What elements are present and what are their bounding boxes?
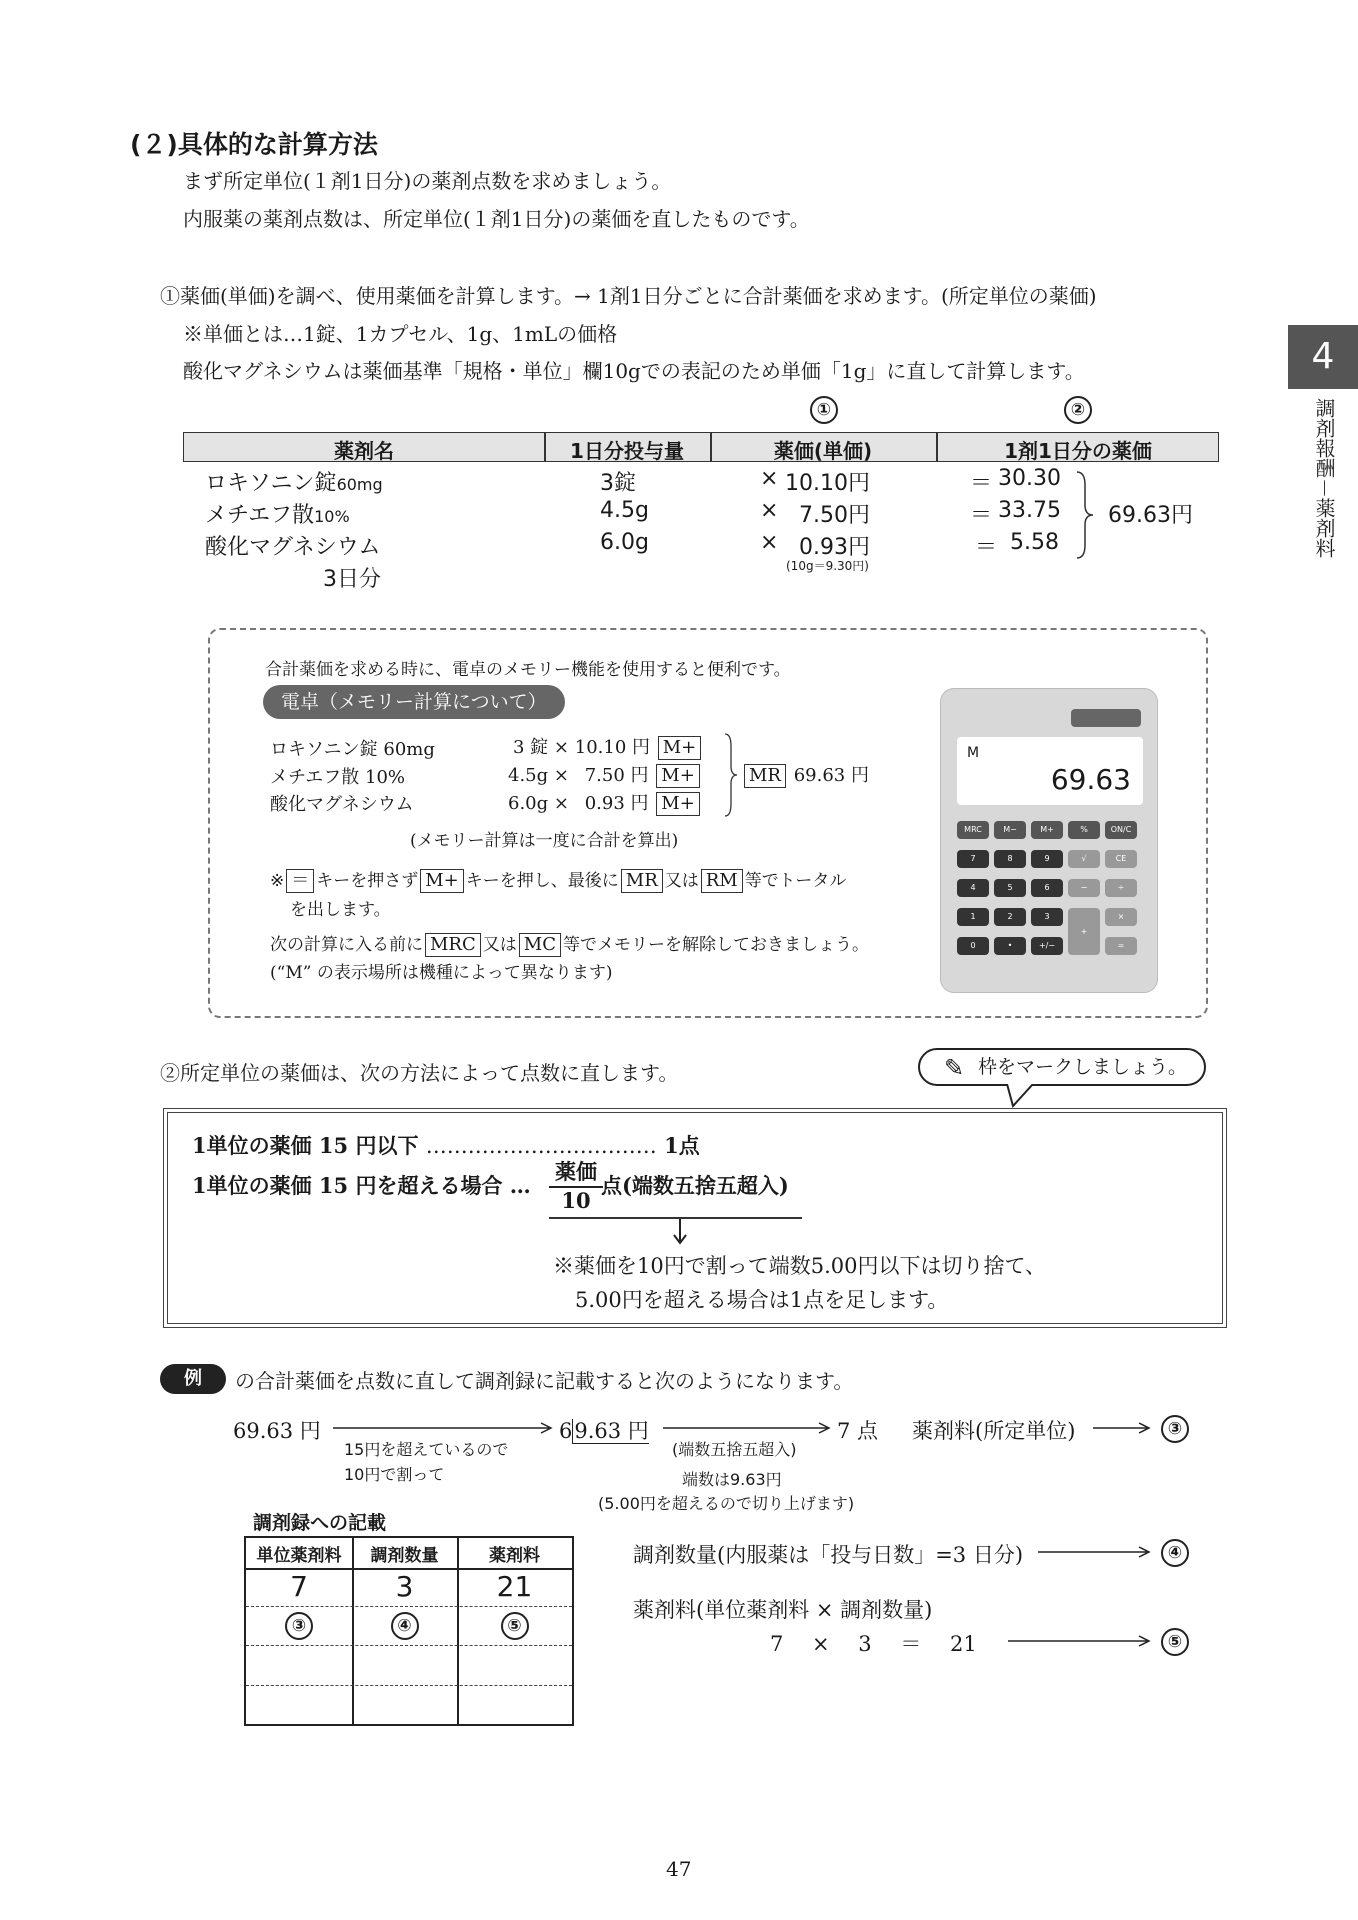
- rule1: [192, 1130, 700, 1160]
- calc-key: ×: [1105, 908, 1137, 926]
- pencil-icon: ✎: [944, 1054, 965, 1082]
- drug-name: ロキソニン錠: [205, 471, 337, 496]
- memo-intro: 合計薬価を求める時に、電卓のメモリー機能を使用すると便利です。: [265, 660, 791, 680]
- formula: 7 × 3 ＝ 21: [770, 1632, 977, 1656]
- rule2-label: 1単位の薬価 15 円を超える場合 …: [192, 1173, 531, 1198]
- calculator: [940, 688, 1158, 993]
- drug-price: 10.10円: [785, 471, 870, 496]
- record-header: 調剤数量: [370, 1546, 439, 1566]
- arrow-right-icon: [1093, 1420, 1153, 1436]
- label3: 薬剤料(所定単位): [912, 1419, 1076, 1443]
- memo-note-c: (“M” の表示場所は機種によって異なります): [270, 963, 613, 983]
- mark-callout: [918, 1048, 1206, 1086]
- drug-eq: ＝: [970, 503, 993, 528]
- memo-row-calc: [508, 789, 702, 816]
- record-title: 調剤録への記載: [253, 1512, 387, 1534]
- drug-dose: 6.0g: [600, 530, 649, 555]
- record-value: 7: [290, 1570, 308, 1603]
- arrow2-note-1: (端数五捨五超入): [672, 1440, 797, 1459]
- rule1-label: 1単位の薬価 15 円以下: [192, 1133, 419, 1158]
- calc-key: √: [1068, 850, 1100, 868]
- drug-op: ×: [760, 466, 779, 491]
- rule2-value: 点(端数五捨五超入): [601, 1173, 789, 1198]
- calc-key: MRC: [957, 821, 989, 839]
- record-marker: ③: [285, 1612, 313, 1640]
- calc-key: M−: [994, 821, 1026, 839]
- callout-tail: [1005, 1084, 1035, 1110]
- drug-eq: ＝: [975, 535, 998, 560]
- chapter-label: 調剤報酬－薬剤料: [1312, 398, 1336, 558]
- arrow2-note-3: (5.00円を超えるので切り上げます): [598, 1494, 855, 1513]
- display-value: 69.63: [1050, 763, 1131, 796]
- memo-price: 7.50 円: [584, 765, 649, 786]
- drug-row: [205, 498, 350, 529]
- step1-note2: 酸化マグネシウムは薬価基準「規格・単位」欄10gでの表記のため単価「1g」に直して計算します。: [183, 359, 1085, 383]
- calculator-display: [957, 737, 1143, 805]
- rule-note-2: 5.00円を超える場合は1点を足します。: [575, 1288, 949, 1312]
- memo-dose: 4.5g: [508, 765, 549, 786]
- calc-key: +: [1068, 908, 1100, 955]
- sub-note: (10g＝9.30円): [786, 559, 869, 573]
- equals-key: ＝: [286, 869, 314, 893]
- record-value: 3: [395, 1570, 414, 1603]
- mr-key: MR: [621, 869, 663, 893]
- drug-op: ×: [760, 498, 779, 523]
- drug-row: [205, 466, 383, 497]
- note-text: 又は: [482, 935, 517, 955]
- drug-strength: 10%: [314, 507, 350, 526]
- memo-pill: 電卓（メモリー計算について）: [263, 685, 565, 719]
- record-header: 薬剤料: [489, 1546, 540, 1566]
- rule1-dots: ……………………………: [425, 1134, 657, 1158]
- header-daily-price: 1剤1日分の薬価: [1004, 439, 1152, 463]
- callout-text: 枠をマークしましょう。: [978, 1056, 1188, 1078]
- memo-dose: 3 錠: [513, 737, 549, 758]
- memo-op: ×: [553, 793, 569, 814]
- calc-key: =: [1105, 937, 1137, 955]
- drug-table-header: [183, 432, 1219, 462]
- calc-key: 8: [994, 850, 1026, 868]
- fraction-numerator: 薬価: [549, 1156, 603, 1188]
- rule-note-1: ※薬価を10円で割って端数5.00円以下は切り捨て、: [553, 1254, 1047, 1278]
- section-title: (２)具体的な計算方法: [130, 130, 378, 159]
- drug-eq: ＝: [970, 471, 993, 496]
- record-marker: ⑤: [501, 1612, 529, 1640]
- page-number: 47: [666, 1857, 692, 1881]
- note-text: 等でトータル: [744, 871, 847, 891]
- drug-name: 酸化マグネシウム: [205, 535, 381, 560]
- header-price: 薬価(単価): [773, 439, 873, 463]
- arrow-right-icon: [1008, 1633, 1153, 1649]
- drug-row: [205, 530, 381, 561]
- marker-4: ④: [1161, 1539, 1189, 1567]
- memo-note-a: [270, 866, 846, 893]
- rule2-fraction: [549, 1156, 603, 1213]
- total-brace: [1075, 470, 1095, 560]
- mr-key: MR: [744, 764, 786, 788]
- drug-price: 0.93円: [799, 535, 870, 560]
- calc-key: 2: [994, 908, 1026, 926]
- memory-note: (メモリー計算は一度に合計を算出): [410, 831, 679, 851]
- calc-key: +/−: [1031, 937, 1063, 955]
- header-dose: 1日分投与量: [570, 439, 684, 463]
- memo-row-name: 酸化マグネシウム: [270, 794, 414, 815]
- memo-row-calc: [508, 761, 702, 788]
- days-label: 3日分: [323, 567, 381, 592]
- chapter-number: 4: [1311, 336, 1335, 377]
- drug-strength: 60mg: [336, 475, 383, 494]
- note-text: キーを押し、最後に: [465, 871, 619, 891]
- note-text: 又は: [664, 871, 699, 891]
- arrow-right-icon: [333, 1420, 555, 1436]
- calc-key: 3: [1031, 908, 1063, 926]
- arrow-right-icon: [1038, 1544, 1153, 1560]
- fraction-denominator: 10: [561, 1188, 591, 1213]
- m-plus-key: M+: [420, 869, 464, 893]
- memo-brace: [723, 732, 739, 818]
- step2-text: ②所定単位の薬価は、次の方法によって点数に直します。: [160, 1061, 679, 1085]
- drug-result: 30.30: [998, 466, 1061, 491]
- calc-key: ÷: [1105, 879, 1137, 897]
- example-points: 7 点: [837, 1419, 879, 1443]
- memo-dose: 6.0g: [508, 793, 549, 814]
- drug-dose: 4.5g: [600, 498, 649, 523]
- calc-key: CE: [1105, 850, 1137, 868]
- label5: 薬剤料(単位薬剤料 × 調剤数量): [633, 1598, 933, 1622]
- memo-price: 0.93 円: [584, 793, 649, 814]
- record-header: 単位薬剤料: [256, 1546, 342, 1566]
- label4: 調剤数量(内服薬は「投与日数」=3 日分): [633, 1543, 1024, 1567]
- calc-key: •: [994, 937, 1026, 955]
- drug-name: メチエフ散: [205, 503, 315, 528]
- rm-key: RM: [701, 869, 743, 893]
- calc-key: 5: [994, 879, 1026, 897]
- memo-row-name: メチエフ散 10%: [270, 767, 406, 788]
- memo-row-name: ロキソニン錠 60mg: [270, 739, 435, 760]
- arrow-right-icon: [663, 1420, 833, 1436]
- calc-key: 1: [957, 908, 989, 926]
- intro-line-1: まず所定単位(１剤1日分)の薬剤点数を求めましょう。: [183, 169, 672, 193]
- memory-indicator: M: [967, 745, 980, 761]
- memo-price: 10.10 円: [574, 737, 651, 758]
- record-marker: ④: [391, 1612, 419, 1640]
- marker-1: ①: [810, 396, 838, 424]
- calc-key: 4: [957, 879, 989, 897]
- drug-result: 5.58: [1010, 530, 1059, 555]
- calc-key: −: [1068, 879, 1100, 897]
- drug-result: 33.75: [998, 498, 1061, 523]
- memo-row-calc: [513, 733, 703, 760]
- calc-key: 9: [1031, 850, 1063, 868]
- solar-panel: [1071, 709, 1141, 727]
- step1-note1: ※単価とは…1錠、1カプセル、1g、1mLの価格: [183, 322, 618, 346]
- marker-5: ⑤: [1161, 1628, 1189, 1656]
- calc-key: 7: [957, 850, 989, 868]
- calc-key: 0: [957, 937, 989, 955]
- memo-op: ×: [553, 765, 569, 786]
- calc-key: ON/C: [1105, 821, 1137, 839]
- step1-text: ①薬価(単価)を調べ、使用薬価を計算します。→ 1剤1日分ごとに合計薬価を求めます。(所定単位の薬価): [160, 284, 1097, 308]
- note-text: 等でメモリーを解除しておきましょう。: [562, 935, 869, 955]
- calc-key: 6: [1031, 879, 1063, 897]
- m-plus-key: M+: [656, 764, 700, 788]
- marker-2: ②: [1064, 396, 1092, 424]
- example-badge: 例: [160, 1364, 226, 1394]
- calc-key: M+: [1031, 821, 1063, 839]
- example-mid: [559, 1415, 649, 1445]
- marker-3: ③: [1161, 1415, 1189, 1443]
- note-mark: ※: [270, 871, 285, 891]
- example-start: 69.63 円: [233, 1419, 321, 1443]
- intro-line-2: 内服薬の薬剤点数は、所定単位(１剤1日分)の薬価を直したものです。: [183, 207, 810, 231]
- mr-total-value: 69.63 円: [793, 765, 869, 786]
- record-value: 21: [496, 1570, 533, 1603]
- record-table: [244, 1536, 574, 1726]
- note-text: キーを押さず: [316, 871, 419, 891]
- drug-dose: 3錠: [600, 471, 636, 496]
- down-arrow-icon: [673, 1219, 687, 1245]
- mid-rest: 9.63 円: [574, 1419, 649, 1443]
- m-plus-key: M+: [656, 792, 700, 816]
- example-text: の合計薬価を点数に直して調剤録に記載すると次のようになります。: [235, 1369, 854, 1393]
- m-plus-key: M+: [658, 736, 702, 760]
- total-price: 69.63円: [1108, 503, 1193, 528]
- memo-note-b: [270, 930, 869, 957]
- memo-note-a2: を出します。: [290, 900, 391, 920]
- memo-op: ×: [553, 737, 570, 758]
- header-drug-name: 薬剤名: [334, 439, 394, 463]
- mr-total: [742, 761, 869, 788]
- arrow1-note-2: 10円で割って: [344, 1465, 445, 1484]
- chapter-tab: [1288, 325, 1358, 389]
- mid-digit: 6: [559, 1419, 573, 1443]
- calc-key: %: [1068, 821, 1100, 839]
- mrc-key: MRC: [425, 933, 481, 957]
- rule1-value: 1点: [664, 1133, 700, 1158]
- mc-key: MC: [519, 933, 561, 957]
- drug-price: 7.50円: [799, 503, 870, 528]
- arrow2-note-2: 端数は9.63円: [682, 1470, 782, 1489]
- drug-op: ×: [760, 530, 779, 555]
- arrow1-note-1: 15円を超えているので: [344, 1440, 509, 1459]
- note-text: 次の計算に入る前に: [270, 935, 423, 955]
